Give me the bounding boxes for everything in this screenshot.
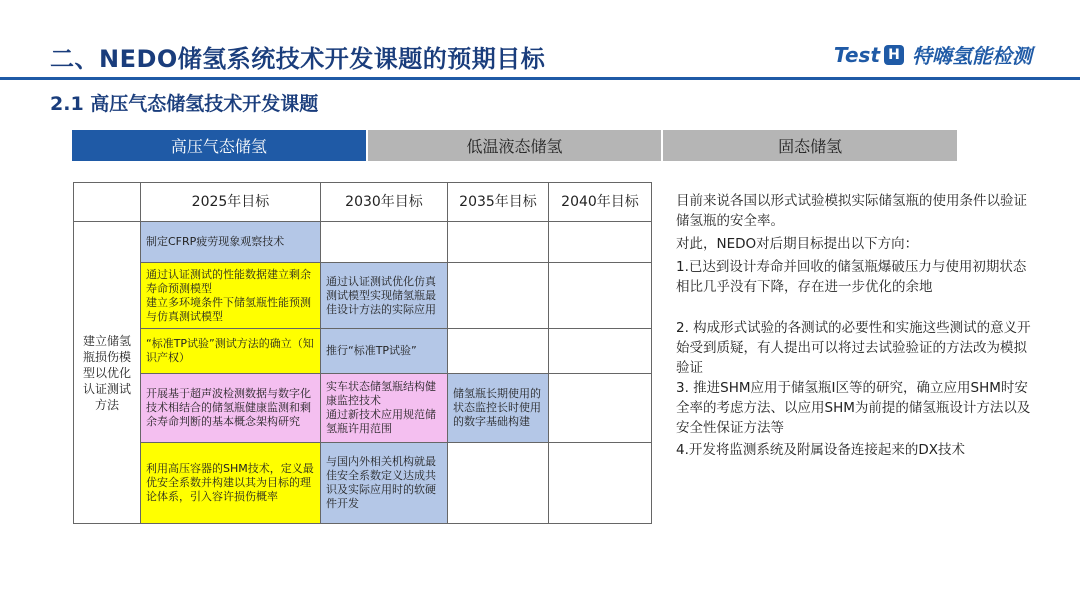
cell-r4-2035: 储氢瓶长期使用的状态监控长时使用的数字基础构建 [448, 374, 549, 443]
cell-r2-2035 [448, 263, 549, 329]
header-2025: 2025年目标 [141, 183, 321, 222]
logo-name: 特嗨氢能检测 [912, 44, 1032, 68]
cell-r3-2035 [448, 329, 549, 374]
cell-r5-2040 [549, 443, 652, 524]
targets-table [73, 182, 652, 524]
cell-r3-2030: 推行“标准TP试验” [321, 329, 448, 374]
table-row [74, 443, 652, 524]
cell-r5-2035 [448, 443, 549, 524]
paragraph-point-3: 3. 推进SHM应用于储氢瓶I区等的研究，确立应用SHM时安全率的考虑方法、以应用SHM为前提的储氢瓶设计方法以及安全性保证方法等 [676, 380, 1031, 436]
page-title: 二、NEDO储氢系统技术开发课题的预期目标 [50, 45, 546, 73]
cell-r1-2035 [448, 222, 549, 263]
header-2035: 2035年目标 [448, 183, 549, 222]
row-header-category: 建立储氢瓶损伤模型以优化认证测试方法 [74, 222, 141, 524]
paragraph-point-2: 2. 构成形式试验的各测试的必要性和实施这些测试的意义开始受到质疑，有人提出可以将过去试验验证的方法改为模拟验证 [676, 320, 1031, 376]
paragraph-point-4: 4.开发将监测系统及附属设备连接起来的DX技术 [676, 442, 966, 458]
cell-r4-2040 [549, 374, 652, 443]
storage-type-tabs [72, 130, 957, 161]
table-row [74, 222, 652, 263]
cell-r2-2030: 通过认证测试优化仿真测试模型实现储氢瓶最佳设计方法的实际应用 [321, 263, 448, 329]
title-underline [0, 77, 1080, 80]
paragraph-point-1: 1.已达到设计寿命并回收的储氢瓶爆破压力与使用初期状态相比几乎没有下降，存在进一步优化的余地 [676, 259, 1027, 295]
table-row [74, 374, 652, 443]
logo-h-icon: H [884, 45, 904, 65]
table-row [74, 329, 652, 374]
logo-text: Test [833, 42, 880, 67]
cell-r2-2025: 通过认证测试的性能数据建立剩余寿命预测模型 建立多环境条件下储氢瓶性能预测与仿真测试模型 [141, 263, 321, 329]
cell-r2-2040 [549, 263, 652, 329]
header-2040: 2040年目标 [549, 183, 652, 222]
section-subtitle: 2.1 高压气态储氢技术开发课题 [50, 93, 319, 115]
company-logo [834, 40, 1032, 69]
cell-r3-2040 [549, 329, 652, 374]
header-2030: 2030年目标 [321, 183, 448, 222]
cell-r1-2030 [321, 222, 448, 263]
cell-r1-2025: 制定CFRP疲劳现象观察技术 [141, 222, 321, 263]
cell-r1-2040 [549, 222, 652, 263]
cell-r4-2030: 实车状态储氢瓶结构健康监控技术 通过新技术应用规范储氢瓶许用范围 [321, 374, 448, 443]
header-cell-empty [74, 183, 141, 222]
cell-r3-2025: “标准TP试验”测试方法的确立（知识产权） [141, 329, 321, 374]
cell-r5-2030: 与国内外相关机构就最佳安全系数定义达成共识及实际应用时的软硬件开发 [321, 443, 448, 524]
tab-low-temp-liquid[interactable]: 低温液态储氢 [366, 130, 662, 161]
table-row [74, 263, 652, 329]
tab-solid-state[interactable]: 固态储氢 [661, 130, 957, 161]
tab-high-pressure-gas[interactable]: 高压气态储氢 [72, 130, 366, 161]
paragraph-intro: 目前来说各国以形式试验模拟实际储氢瓶的使用条件以验证储氢瓶的安全率。 [676, 193, 1027, 229]
cell-r5-2025: 利用高压容器的SHM技术，定义最优安全系数并构建以其为目标的理论体系，引入容许损伤概率 [141, 443, 321, 524]
table-header-row [74, 183, 652, 222]
paragraph-lead: 对此，NEDO对后期目标提出以下方向： [676, 236, 919, 252]
cell-r4-2025: 开展基于超声波检测数据与数字化技术相结合的储氢瓶健康监测和剩余寿命判断的基本概念架构研究 [141, 374, 321, 443]
